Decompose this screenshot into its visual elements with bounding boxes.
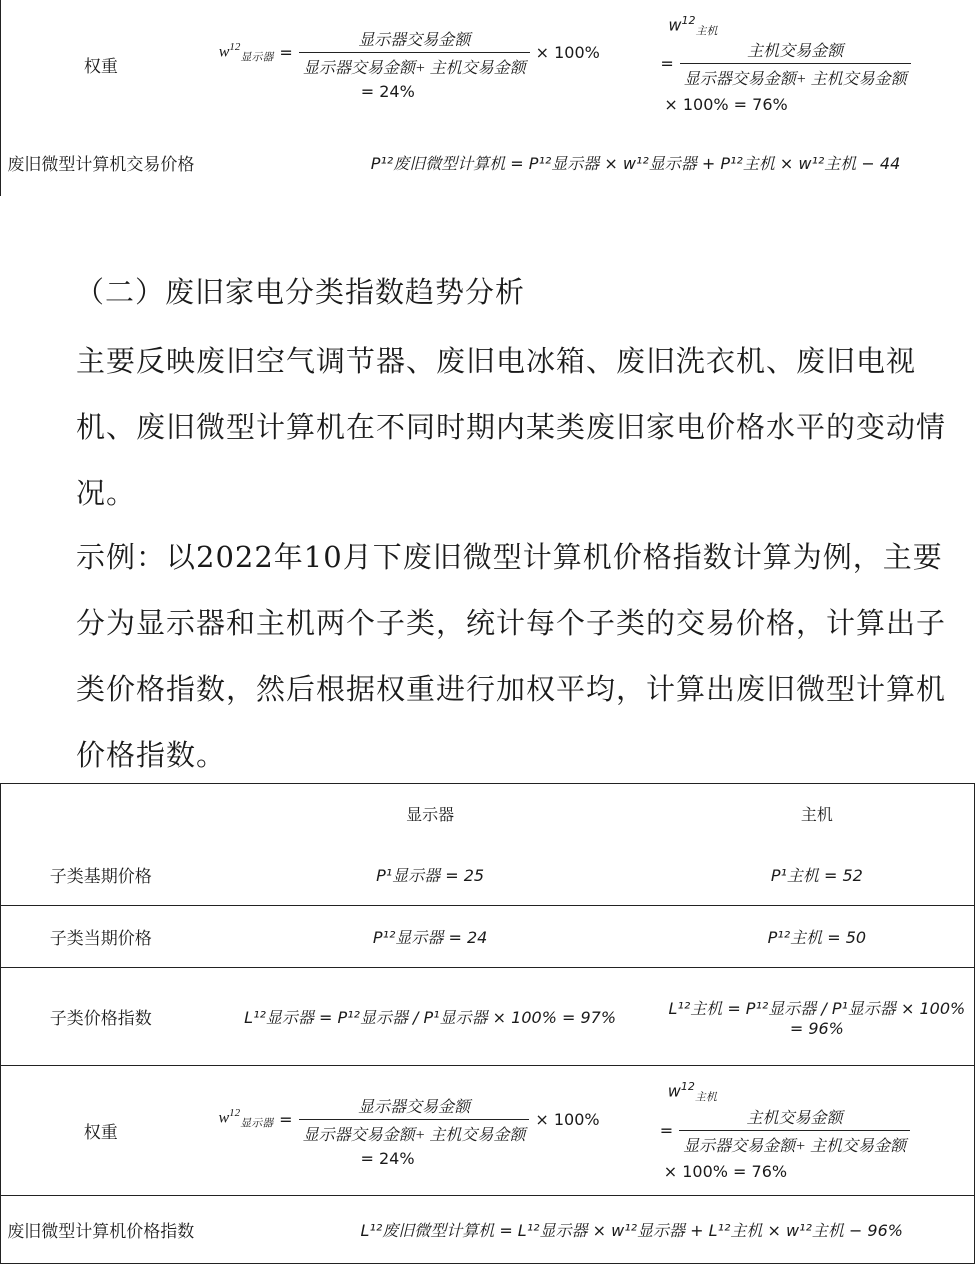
weight-display-formula: $w^{12}_{显示器}$ = $\frac{\text{显示器交易金额}}{\text{显示器交易金额+ 主机交易金额}}$ × 100% = 24%: [201, 0, 661, 128]
price-label: 废旧微型计算机交易价格: [1, 128, 201, 196]
final-index-formula: L¹²废旧微型计算机 = L¹²显示器 × w¹²显示器 + L¹²主机 × w¹²主机 − 96%: [200, 1196, 974, 1264]
paragraph-1: 主要反映废旧空气调节器、废旧电冰箱、废旧洗衣机、废旧电视机、废旧微型计算机在不同时期内某类废旧家电价格水平的变动情况。: [76, 344, 947, 510]
current-display: P¹²显示器 = 24: [372, 928, 488, 947]
header-empty: [1, 784, 201, 844]
row-label-weight: 权重: [1, 1066, 201, 1196]
current-host: P¹²主机 = 50: [660, 906, 975, 968]
weight-display-fraction: $\frac{\text{显示器交易金额}}{\text{显示器交易金额+ 主机交易金额}}$: [299, 27, 530, 78]
weight-symbol: $w^{12}_{显示器}$: [218, 40, 274, 64]
row-label-base: 子类基期价格: [1, 844, 201, 906]
row-label-current: 子类当期价格: [1, 906, 201, 968]
base-display: P¹显示器 = 25: [376, 865, 485, 885]
header-display: 显示器: [406, 805, 455, 825]
weight2-display-formula: $w^{12}_{显示器}$ = $\frac{\text{显示器交易金额}}{\text{显示器交易金额+ 主机交易金额}}$ × 100% = 24%: [200, 1066, 659, 1196]
top-formula-table: [0, 0, 975, 196]
row-label-index: 子类价格指数: [1, 968, 201, 1066]
index-host: L¹²主机 = P¹²显示器 / P¹显示器 × 100% = 96%: [660, 968, 975, 1066]
index-display: L¹²显示器 = P¹²显示器 / P¹显示器 × 100% = 97%: [244, 1008, 617, 1027]
row-label-final-index: 废旧微型计算机价格指数: [1, 1196, 201, 1264]
base-host: P¹主机 = 52: [660, 844, 975, 906]
weight2-host-formula: $w^{12}_{主机}$ = $\frac{\text{主机交易金额}}{\text{显示器交易金额+ 主机交易金额}}$ × 100% = 76%: [660, 1066, 975, 1196]
header-host: 主机: [660, 784, 975, 844]
weight-host-formula: $w^{12}_{主机}$ = $\frac{\text{主机交易金额}}{\text{显示器交易金额+ 主机交易金额}}$ × 100% = 76%: [660, 0, 975, 128]
subclass-table: [0, 783, 975, 1264]
price-formula: P¹²废旧微型计算机 = P¹²显示器 × w¹²显示器 + P¹²主机 × w¹²主机 − 44: [370, 153, 901, 173]
weight-label: 权重: [1, 0, 201, 128]
section-heading: （二）废旧家电分类指数趋势分析: [75, 275, 526, 309]
paragraph-2: 示例：以2022年10月下废旧微型计算机价格指数计算为例，主要分为显示器和主机两个子类，统计每个子类的交易价格，计算出子类价格指数，然后根据权重进行加权平均，计算出废旧微型计算机价格指数。: [76, 540, 947, 772]
